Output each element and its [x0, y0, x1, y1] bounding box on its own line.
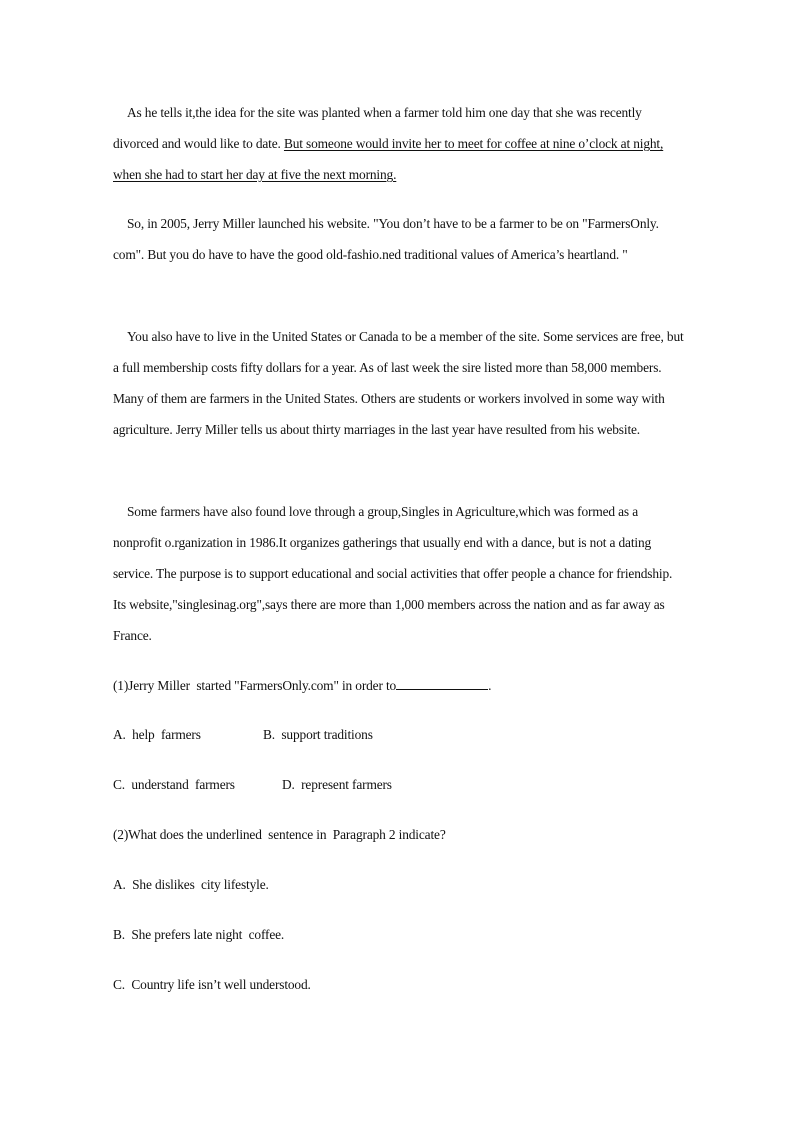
- paragraph-1-text: As he tells it,the idea for the site was planted when a farmer told him one day that she was recently divorced and would like to date.: [113, 105, 642, 151]
- paragraph-2: So, in 2005, Jerry Miller launched his website. "You don’t have to be a farmer to be on "FarmersOnly. com". But you do have to have the good old-fashio.ned traditional values of America’s heartland. ": [113, 216, 659, 262]
- q1-option-b: B. support traditions: [263, 727, 373, 742]
- q1-option-c: C. understand farmers: [113, 777, 235, 792]
- q2-option-c: C. Country life isn’t well understood.: [113, 977, 311, 992]
- q2-option-b: B. She prefers late night coffee.: [113, 927, 285, 942]
- paragraph-3: You also have to live in the United States or Canada to be a member of the site. Some services are free, but a full membership costs fifty dollars for a year. As of last week the sire listed more than 58,000 members. Many of them are farmers in the United States. Others are students or workers involved in some way with agriculture. Jerry Miller tells us about thirty marriages in the last year have resulted from his website.: [113, 329, 684, 437]
- question-1-text: (1)Jerry Miller started "FarmersOnly.com" in order to: [113, 678, 397, 693]
- q1-option-d: D. represent farmers: [282, 777, 392, 792]
- question-1-end: .: [488, 678, 492, 693]
- question-1-stem: [113, 676, 491, 696]
- q1-option-a: A. help farmers: [113, 727, 201, 742]
- underlined-sentence: But someone would invite her to meet for coffee at nine o’clock at night, when she had to start her day at five the next morning.: [113, 136, 664, 182]
- answer-blank: [396, 678, 488, 690]
- paragraph-1: [113, 97, 685, 190]
- paragraph-4: Some farmers have also found love through a group,Singles in Agriculture,which was formed as a nonprofit o.rganization in 1986.It organizes gatherings that usually end with a dance, but is not a dating service. The purpose is to support educational and social activities that offer people a chance for friendship. Its website,"singlesinag.org",says there are more than 1,000 members across the nation and as far away as France.: [113, 504, 673, 643]
- q2-option-a: A. She dislikes city lifestyle.: [113, 877, 269, 892]
- question-2-stem: (2)What does the underlined sentence in Paragraph 2 indicate?: [113, 827, 446, 842]
